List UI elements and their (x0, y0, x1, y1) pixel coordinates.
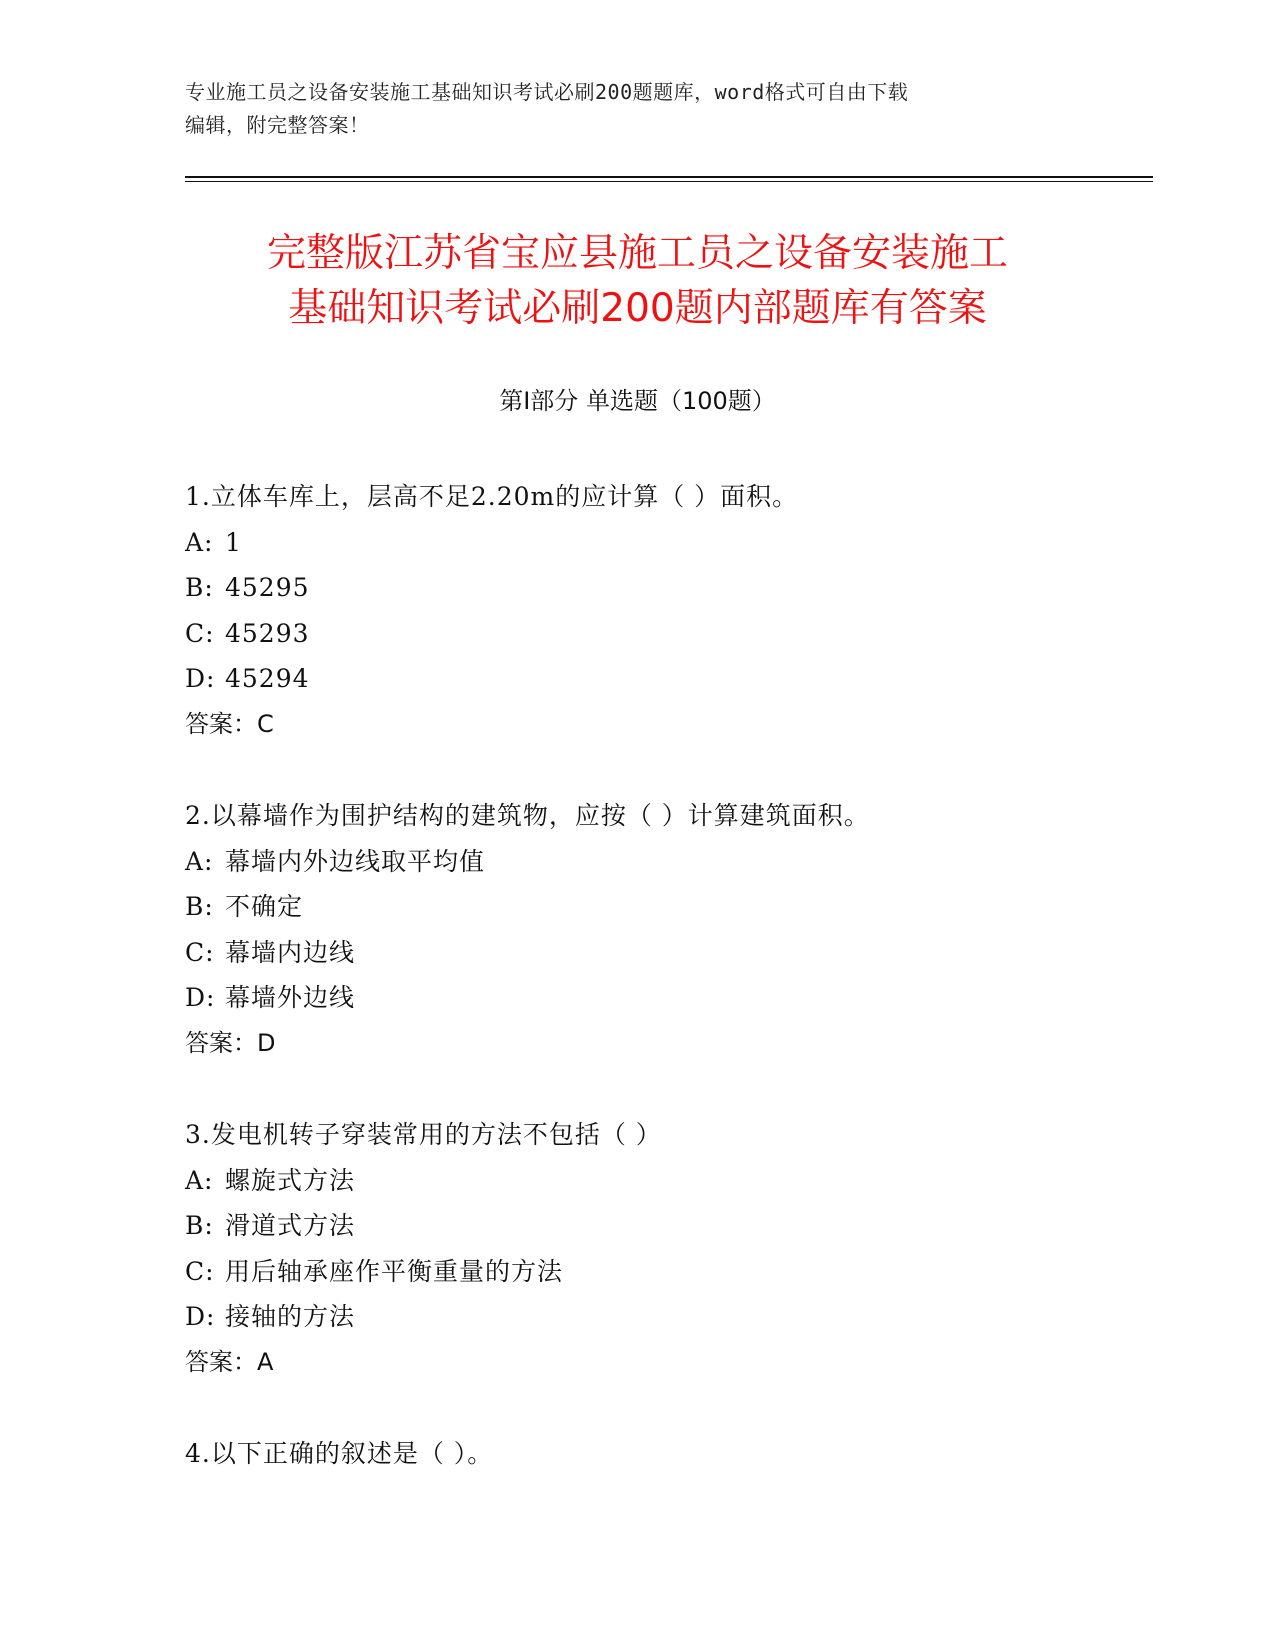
option-text: 滑道式方法 (225, 1211, 356, 1240)
option-letter: C: (185, 618, 215, 648)
title-line-2: 基础知识考试必刷200题内部题库有答案 (288, 286, 987, 331)
header-divider-thin (185, 181, 1153, 182)
header-divider-thick (185, 176, 1153, 178)
option-letter: B: (185, 573, 214, 602)
option-letter: D: (185, 664, 216, 693)
option-b (185, 884, 1145, 930)
option-d (185, 656, 1145, 702)
header-note (185, 76, 1065, 142)
question-1 (185, 474, 1145, 747)
question-stem: 1.立体车库上，层高不足2.20m的应计算（ ）面积。 (185, 482, 799, 511)
option-text: 45294 (225, 664, 310, 693)
option-b (185, 1203, 1145, 1249)
option-letter: D: (185, 983, 216, 1012)
option-text: 幕墙内边线 (225, 937, 356, 967)
option-text: 用后轴承座作平衡重量的方法 (225, 1256, 564, 1286)
option-a (185, 520, 1145, 566)
option-letter: C: (185, 937, 215, 967)
option-c (185, 611, 1145, 657)
option-text: 螺旋式方法 (225, 1165, 356, 1195)
answer-key: 答案：C (185, 709, 274, 738)
question-2 (185, 793, 1145, 1066)
option-letter: D: (185, 1302, 216, 1331)
option-c (185, 1249, 1145, 1295)
question-list (185, 474, 1145, 1523)
option-text: 幕墙内外边线取平均值 (225, 846, 486, 876)
title-line-1: 完整版江苏省宝应县施工员之设备安装施工 (266, 231, 1008, 276)
question-3 (185, 1112, 1145, 1385)
option-letter: A: (185, 527, 214, 557)
option-letter: A: (185, 846, 214, 876)
question-4 (185, 1431, 1145, 1477)
option-text: 45293 (225, 618, 310, 648)
section-heading: 第Ⅰ部分 单选题（100题） (499, 387, 776, 415)
document-title (130, 226, 1145, 336)
option-c (185, 930, 1145, 976)
option-a (185, 1158, 1145, 1204)
option-b (185, 565, 1145, 611)
question-stem: 4.以下正确的叙述是（ ）。 (185, 1439, 494, 1468)
option-letter: C: (185, 1256, 215, 1286)
option-text: 幕墙外边线 (225, 983, 356, 1012)
option-letter: B: (185, 892, 214, 921)
option-a (185, 839, 1145, 885)
option-letter: B: (185, 1211, 214, 1240)
option-text: 不确定 (225, 892, 304, 921)
option-letter: A: (185, 1165, 214, 1195)
question-stem: 2.以幕墙作为围护结构的建筑物，应按（ ）计算建筑面积。 (185, 801, 870, 830)
answer-key: 答案：D (185, 1028, 276, 1057)
option-d (185, 1294, 1145, 1340)
option-text: 45295 (225, 573, 310, 602)
option-d (185, 975, 1145, 1021)
header-note-line-1: 专业施工员之设备安装施工基础知识考试必刷200题题库，word格式可自由下载 (185, 80, 909, 104)
option-text: 接轴的方法 (225, 1302, 356, 1331)
answer-key: 答案：A (185, 1347, 274, 1376)
header-note-line-2: 编辑，附完整答案！ (185, 113, 370, 137)
option-text: 1 (225, 527, 242, 557)
question-stem: 3.发电机转子穿装常用的方法不包括（ ） (185, 1120, 662, 1149)
